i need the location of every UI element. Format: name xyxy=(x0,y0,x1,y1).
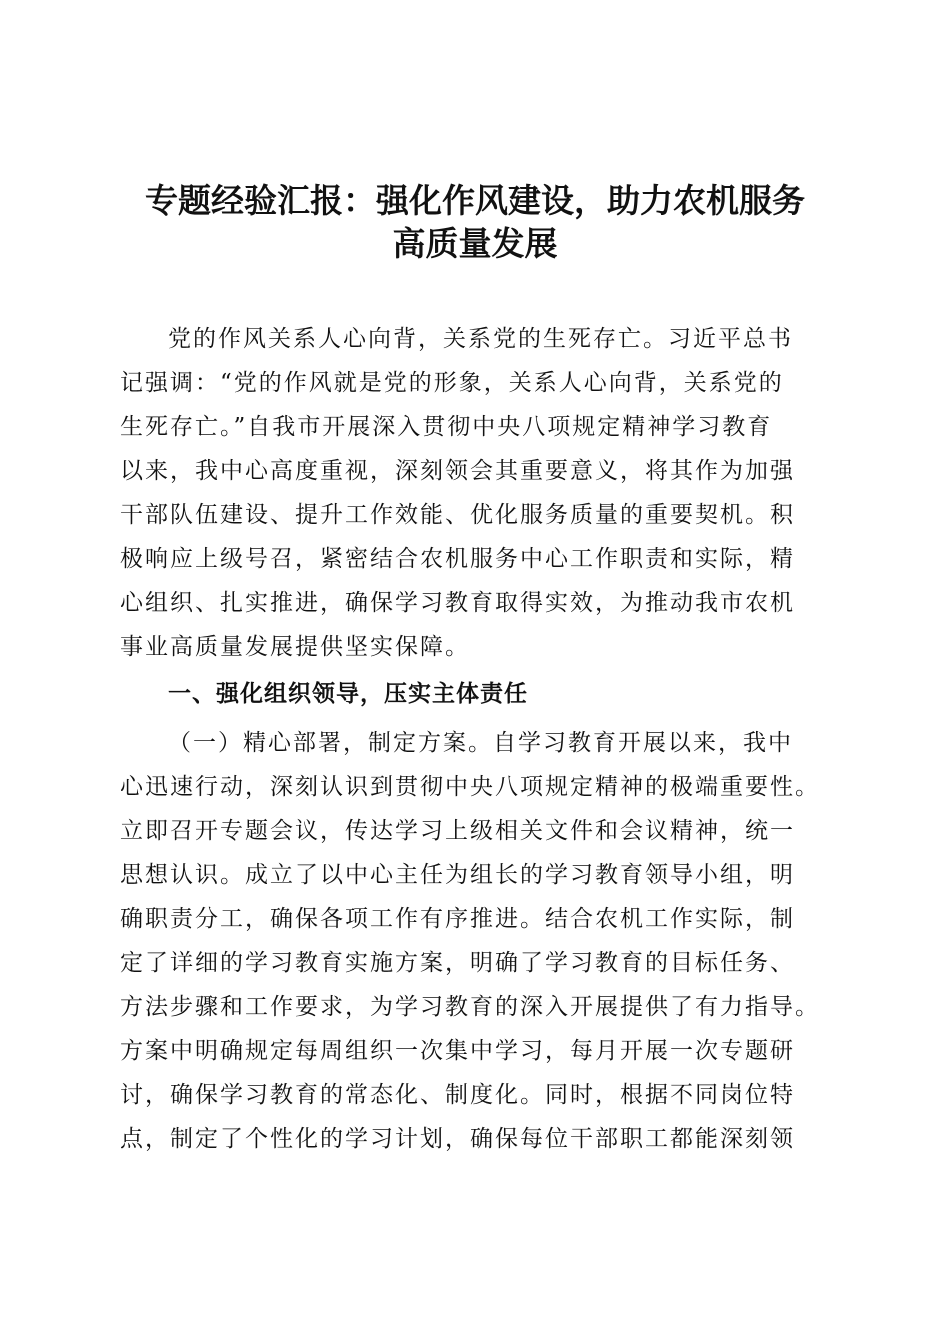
paragraph-line: 确职责分工，确保各项工作有序推进。结合农机工作实际，制 xyxy=(120,906,795,932)
paragraph-line: 党的作风关系人心向背，关系党的生死存亡。习近平总书 xyxy=(168,326,793,352)
paragraph-line: 极响应上级号召，紧密结合农机服务中心工作职责和实际，精 xyxy=(120,546,795,572)
paragraph-line: 记强调：“党的作风就是党的形象，关系人心向背，关系党的 xyxy=(120,370,784,396)
paragraph-line: 干部队伍建设、提升工作效能、优化服务质量的重要契机。积 xyxy=(120,502,795,528)
paragraph-line: 定了详细的学习教育实施方案，明确了学习教育的目标任务、 xyxy=(120,950,795,976)
paragraph-line: 方案中明确规定每周组织一次集中学习，每月开展一次专题研 xyxy=(120,1038,795,1064)
document-title-line-1: 专题经验汇报：强化作风建设，助力农机服务 xyxy=(145,181,805,220)
document-title-line-2: 高质量发展 xyxy=(392,224,558,263)
paragraph-line: 心迅速行动，深刻认识到贯彻中央八项规定精神的极端重要性。 xyxy=(120,774,820,800)
paragraph-line: 立即召开专题会议，传达学习上级相关文件和会议精神，统一 xyxy=(120,818,795,844)
paragraph-line: 以来，我中心高度重视，深刻领会其重要意义，将其作为加强 xyxy=(120,458,795,484)
section-heading-1: 一、强化组织领导，压实主体责任 xyxy=(168,681,528,707)
paragraph-line: 事业高质量发展提供坚实保障。 xyxy=(120,634,470,660)
paragraph-line: 生死存亡。”自我市开展深入贯彻中央八项规定精神学习教育 xyxy=(120,414,773,440)
paragraph-line: 方法步骤和工作要求，为学习教育的深入开展提供了有力指导。 xyxy=(120,994,820,1020)
paragraph-line: 心组织、扎实推进，确保学习教育取得实效，为推动我市农机 xyxy=(120,590,795,616)
paragraph-line: （一）精心部署，制定方案。自学习教育开展以来，我中 xyxy=(168,730,793,756)
paragraph-line: 点，制定了个性化的学习计划，确保每位干部职工都能深刻领 xyxy=(120,1126,795,1152)
paragraph-line: 思想认识。成立了以中心主任为组长的学习教育领导小组，明 xyxy=(120,862,795,888)
paragraph-line: 讨，确保学习教育的常态化、制度化。同时，根据不同岗位特 xyxy=(120,1082,795,1108)
